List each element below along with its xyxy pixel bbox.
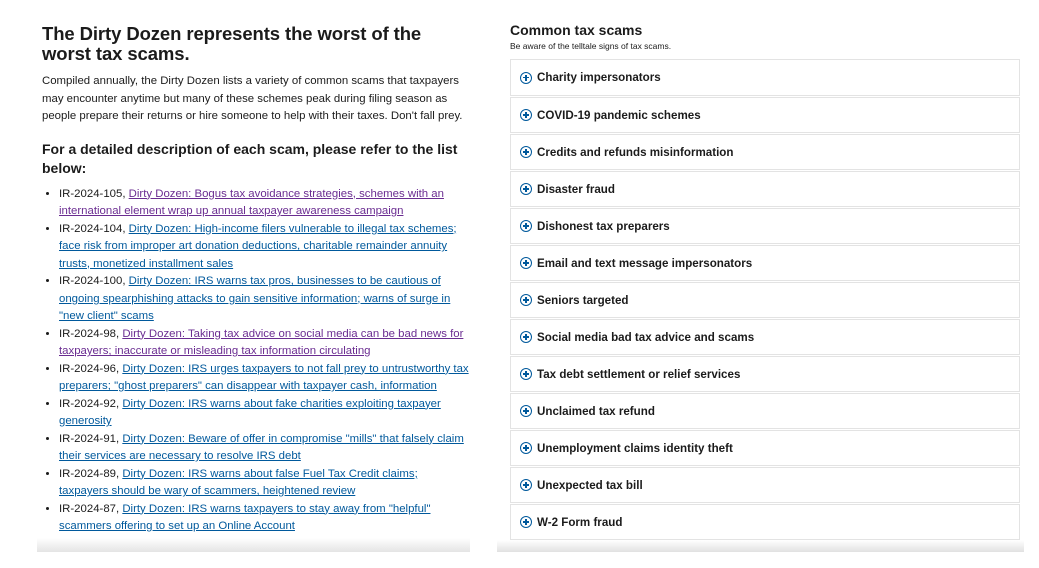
release-list-item <box>59 466 470 501</box>
accordion-label: W-2 Form fraud <box>537 515 623 529</box>
expand-plus-icon[interactable] <box>520 442 532 454</box>
accordion-item[interactable] <box>510 467 1020 503</box>
release-id: IR-2024-100, <box>59 275 129 287</box>
accordion-label: Email and text message impersonators <box>537 256 753 270</box>
accordion-item[interactable] <box>510 97 1020 133</box>
accordion-label: COVID-19 pandemic schemes <box>537 108 701 122</box>
scams-subtitle: Be aware of the telltale signs of tax scams. <box>510 41 672 51</box>
accordion-item[interactable] <box>510 504 1020 540</box>
release-link[interactable]: Dirty Dozen: Beware of offer in compromise "mills" that falsely claim their services are necessary to resolve IRS debt <box>59 432 464 462</box>
expand-plus-icon[interactable] <box>520 220 532 232</box>
release-id: IR-2024-91, <box>59 432 123 445</box>
scams-title: Common tax scams <box>510 22 643 38</box>
release-link[interactable]: Dirty Dozen: IRS urges taxpayers to not fall prey to untrustworthy tax preparers; "ghost preparers" can disappear with taxpayer cash, information <box>59 362 469 392</box>
expand-plus-icon[interactable] <box>520 257 532 269</box>
expand-plus-icon[interactable] <box>520 331 532 343</box>
release-link[interactable]: Dirty Dozen: High-income filers vulnerable to illegal tax schemes; face risk from improper art donation deductions, charitable remainder annuity trusts, monetized installment sales <box>59 222 457 270</box>
accordion-item[interactable] <box>510 208 1020 244</box>
accordion-item[interactable] <box>510 245 1020 281</box>
accordion-label: Charity impersonators <box>537 71 661 84</box>
accordion-label: Unemployment claims identity theft <box>537 441 733 455</box>
release-link[interactable]: Dirty Dozen: IRS warns taxpayers to stay away from "helpful" scammers offering to set up an Online Account <box>59 502 431 532</box>
accordion-label: Seniors targeted <box>537 293 629 307</box>
accordion-label: Social media bad tax advice and scams <box>537 330 755 344</box>
expand-plus-icon[interactable] <box>520 72 532 84</box>
expand-plus-icon[interactable] <box>520 516 532 528</box>
accordion-label: Credits and refunds misinformation <box>537 145 734 159</box>
list-heading: For a detailed description of each scam, please refer to the list below: <box>42 140 458 176</box>
release-link[interactable]: Dirty Dozen: Taking tax advice on social media can be bad news for taxpayers; inaccurate or misleading tax information circulating <box>59 327 464 357</box>
intro-paragraph: Compiled annually, the Dirty Dozen lists a variety of common scams that taxpayers may encounter anytime but many of these schemes peak during filing season as people prepare their returns or hire someone to help with their taxes. Don't fall prey. <box>42 75 463 122</box>
release-list-item <box>59 361 470 396</box>
accordion-label: Tax debt settlement or relief services <box>537 367 741 381</box>
news-release-list <box>42 186 470 536</box>
accordion-item[interactable] <box>510 171 1020 207</box>
expand-plus-icon[interactable] <box>520 146 532 158</box>
release-link[interactable]: Dirty Dozen: Bogus tax avoidance strategies, schemes with an international element wrap up annual taxpayer awareness campaign <box>59 187 444 217</box>
accordion-item[interactable] <box>510 319 1020 355</box>
release-id: IR-2024-104, <box>59 222 129 235</box>
accordion-label: Unexpected tax bill <box>537 478 643 492</box>
release-list-item <box>59 396 470 431</box>
release-link[interactable]: Dirty Dozen: IRS warns about fake charities exploiting taxpayer generosity <box>59 397 441 427</box>
release-list-item <box>59 326 470 361</box>
expand-plus-icon[interactable] <box>520 109 532 121</box>
release-link[interactable]: Dirty Dozen: IRS warns tax pros, businesses to be cautious of ongoing spearphishing attacks to gain sensitive information; warns of surge in "new client" scams <box>59 275 451 322</box>
scams-accordion <box>510 59 1020 540</box>
expand-plus-icon[interactable] <box>520 405 532 417</box>
accordion-item[interactable] <box>510 134 1020 170</box>
accordion-label: Dishonest tax preparers <box>537 219 670 233</box>
release-list-item <box>59 221 470 274</box>
release-id: IR-2024-105, <box>59 187 129 200</box>
release-list-item <box>59 273 470 326</box>
release-list-item <box>59 501 470 536</box>
release-link[interactable]: Dirty Dozen: IRS warns about false Fuel Tax Credit claims; taxpayers should be wary of scammers, heightened review <box>59 467 418 497</box>
release-list-item <box>59 186 470 221</box>
accordion-item[interactable] <box>510 356 1020 392</box>
common-tax-scams-section <box>497 14 1024 552</box>
expand-plus-icon[interactable] <box>520 479 532 491</box>
release-id: IR-2024-89, <box>59 467 123 480</box>
accordion-label: Unclaimed tax refund <box>537 404 655 418</box>
release-list-item <box>59 431 470 466</box>
release-id: IR-2024-92, <box>59 397 123 410</box>
expand-plus-icon[interactable] <box>520 368 532 380</box>
section-title: The Dirty Dozen represents the worst of the worst tax scams. <box>42 23 422 64</box>
accordion-item[interactable] <box>510 282 1020 318</box>
accordion-label: Disaster fraud <box>537 182 615 196</box>
expand-plus-icon[interactable] <box>520 183 532 195</box>
expand-plus-icon[interactable] <box>520 294 532 306</box>
release-id: IR-2024-98, <box>59 327 123 340</box>
release-id: IR-2024-96, <box>59 362 123 375</box>
accordion-item[interactable] <box>510 60 1020 96</box>
dirty-dozen-section <box>37 14 470 552</box>
release-id: IR-2024-87, <box>59 502 123 515</box>
accordion-item[interactable] <box>510 430 1020 466</box>
accordion-item[interactable] <box>510 393 1020 429</box>
